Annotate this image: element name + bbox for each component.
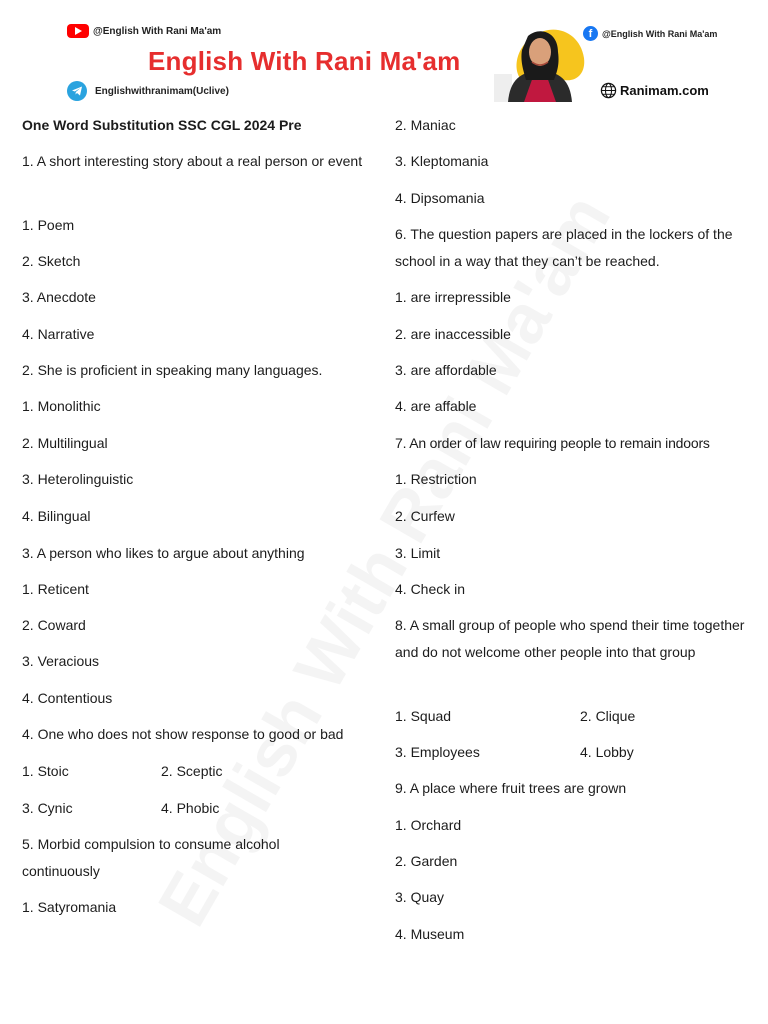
option: 1. Orchard [395,817,462,833]
facebook-handle[interactable] [583,26,717,41]
question-6: 6. The question papers are placed in the lockers of the school in a way that they can’t be reached. [395,226,733,269]
website-link[interactable] [600,82,709,99]
option: 3. Anecdote [22,289,96,305]
option: 4. Narrative [22,326,95,342]
youtube-label: @English With Rani Ma'am [93,25,222,37]
telegram-handle[interactable] [67,81,229,101]
option: 4. Bilingual [22,508,91,524]
option: 2. Sceptic [161,763,223,779]
option: 2. Curfew [395,508,455,524]
question-1: 1. A short interesting story about a real person or event [22,153,363,169]
document-title: One Word Substitution SSC CGL 2024 Pre [22,117,302,133]
option: 2. Coward [22,617,86,633]
option: 2. Multilingual [22,435,108,451]
question-3: 3. A person who likes to argue about anything [22,545,305,561]
option: 2. Garden [395,853,458,869]
website-label: Ranimam.com [620,83,709,98]
option: 1. Reticent [22,581,89,597]
option: 1. Squad [395,708,452,724]
option: 4. Contentious [22,690,113,706]
page-header [0,0,768,112]
option: 2. Clique [580,708,636,724]
option: 1. Satyromania [22,899,117,915]
brand-title: English With Rani Ma'am [148,46,461,76]
option: 1. Restriction [395,471,477,487]
youtube-icon [67,24,89,38]
option: 4. are affable [395,398,477,414]
option: 1. Poem [22,217,75,233]
option: 3. Heterolinguistic [22,471,134,487]
option: 1. Stoic [22,763,69,779]
option: 3. Veracious [22,653,100,669]
option: 4. Dipsomania [395,190,485,206]
option: 1. are irrepressible [395,289,511,305]
facebook-icon: f [583,26,598,41]
question-2: 2. She is proficient in speaking many languages. [22,362,323,378]
option: 2. are inaccessible [395,326,511,342]
youtube-handle[interactable] [67,24,221,38]
question-8: 8. A small group of people who spend their time together and do not welcome other people into that group [395,617,745,660]
presenter-photo [494,22,586,102]
question-9: 9. A place where fruit trees are grown [395,780,627,796]
option: 3. Cynic [22,800,73,816]
option: 3. Kleptomania [395,153,489,169]
question-5: 5. Morbid compulsion to consume alcohol continuously [22,836,280,879]
option: 3. Employees [395,744,480,760]
option: 3. are affordable [395,362,497,378]
facebook-label: @English With Rani Ma'am [602,28,718,39]
option: 1. Monolithic [22,398,101,414]
telegram-icon [67,81,87,101]
option: 4. Check in [395,581,466,597]
globe-icon [600,82,617,99]
option: 3. Quay [395,889,445,905]
telegram-label: Englishwithranimam(Uclive) [95,85,229,97]
option: 4. Phobic [161,800,220,816]
question-7: 7. An order of law requiring people to remain indoors [395,435,710,451]
option: 2. Sketch [22,253,81,269]
option: 3. Limit [395,545,441,561]
question-4: 4. One who does not show response to good or bad [22,726,344,742]
option: 4. Lobby [580,744,634,760]
option: 2. Maniac [395,117,456,133]
option: 4. Museum [395,926,465,942]
